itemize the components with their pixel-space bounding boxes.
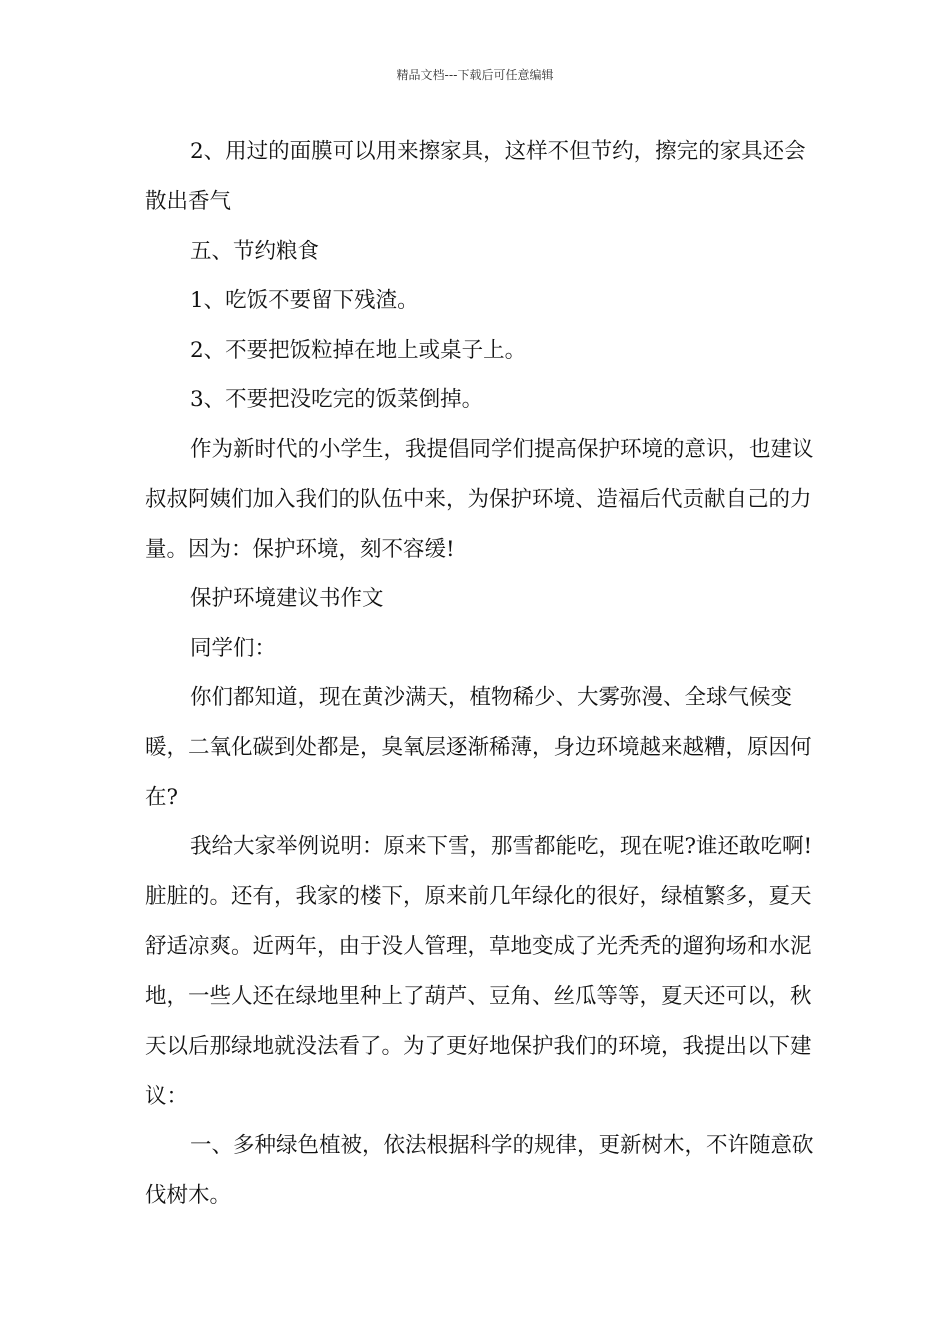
list-item-food-2: 2、不要把饭粒掉在地上或桌子上。 bbox=[190, 338, 527, 363]
list-item-food-1: 1、吃饭不要留下残渣。 bbox=[190, 288, 419, 313]
paragraph-examples: 我给大家举例说明：原来下雪，那雪都能吃，现在呢?谁还敢吃啊!脏脏的。还有，我家的楼下，原来前几年绿化的很好，绿植繁多，夏天舒适凉爽。近两年，由于没人管理，草地变成了光秃秃的遛狗场和水泥地，一些人还在绿地里种上了葫芦、豆角、丝瓜等等，夏天还可以，秋天以后那绿地就没法看了。为了更好地保护我们的环境，我提出以下建议： bbox=[145, 834, 813, 1109]
paragraph-facemask-tip: 2、用过的面膜可以用来擦家具，这样不但节约，擦完的家具还会散出香气 bbox=[145, 139, 806, 214]
salutation: 同学们： bbox=[190, 636, 277, 661]
essay-title: 保护环境建议书作文 bbox=[190, 586, 384, 611]
paragraph-conclusion: 作为新时代的小学生，我提倡同学们提高保护环境的意识，也建议叔叔阿姨们加入我们的队伍中来，为保护环境、造福后代贡献自己的力量。因为：保护环境，刻不容缓! bbox=[145, 437, 814, 562]
section-heading-save-food: 五、节约粮食 bbox=[190, 239, 320, 264]
list-item-food-3: 3、不要把没吃完的饭菜倒掉。 bbox=[190, 387, 484, 412]
paragraph-suggestion-1: 一、多种绿色植被，依法根据科学的规律，更新树木，不许随意砍伐树木。 bbox=[145, 1133, 814, 1208]
page-header: 精品文档---下载后可任意编辑 bbox=[396, 68, 554, 82]
paragraph-environment-problems: 你们都知道，现在黄沙满天，植物稀少、大雾弥漫、全球气候变暖，二氧化碳到处都是，臭氧层逐渐稀薄，身边环境越来越糟，原因何在? bbox=[145, 685, 812, 810]
